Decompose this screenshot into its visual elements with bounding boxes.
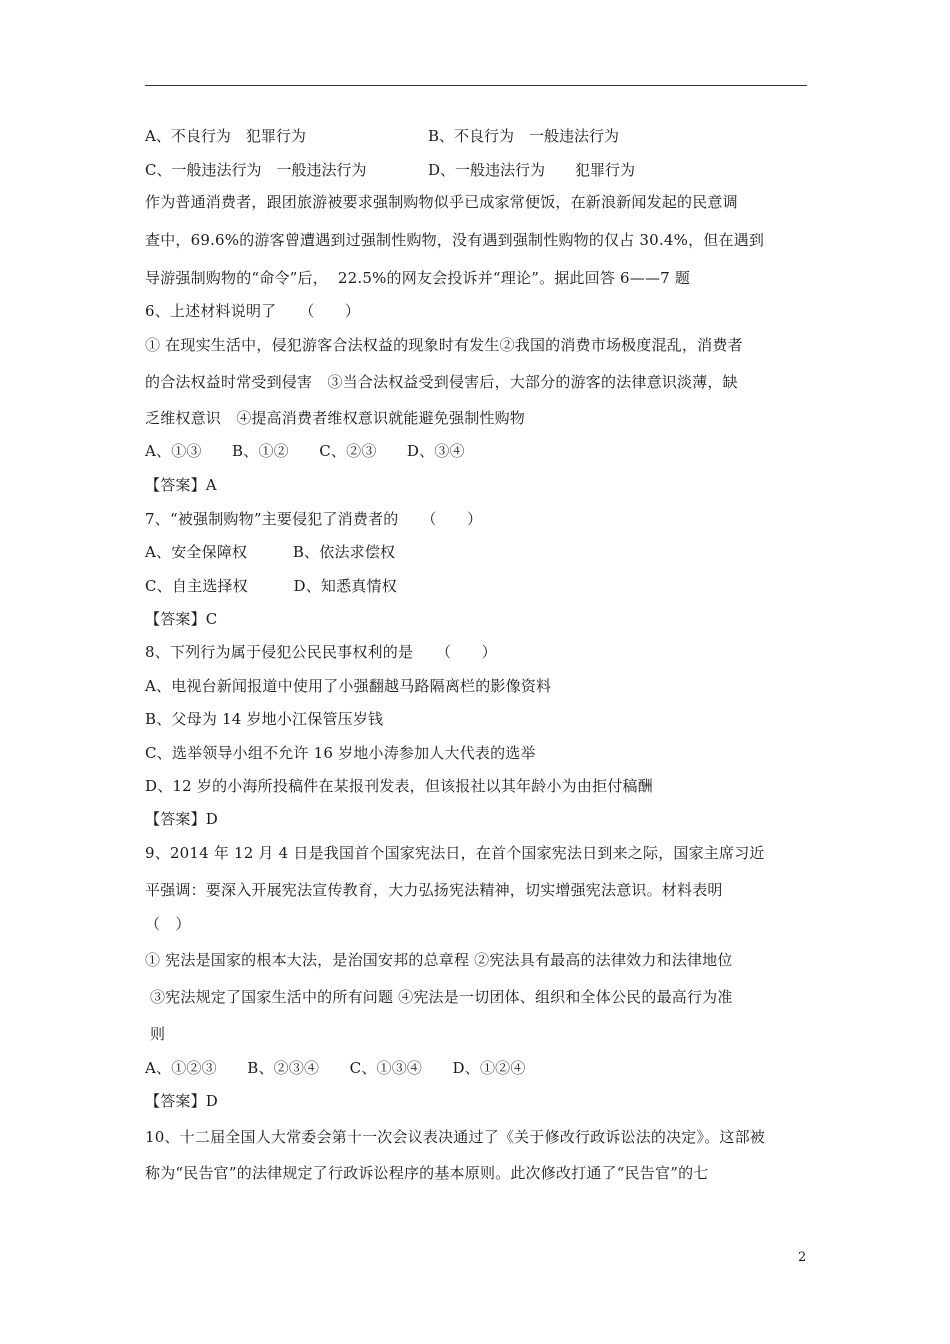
q6-statement-line: 乏维权意识 ④提高消费者维权意识就能避免强制性购物 bbox=[145, 409, 526, 427]
q9-options: A、①②③ B、②③④ C、①③④ D、①②④ bbox=[145, 1059, 526, 1077]
q9-answer: 【答案】D bbox=[145, 1092, 219, 1110]
q9-statement-line: ① 宪法是国家的根本大法，是治国安邦的总章程 ②宪法具有最高的法律效力和法律地位 bbox=[145, 951, 733, 969]
q5-option: A、不良行为 犯罪行为 bbox=[145, 127, 306, 145]
q6-answer: 【答案】A bbox=[145, 476, 217, 494]
q5-option: B、不良行为 一般违法行为 bbox=[428, 127, 620, 145]
q5-option: D、一般违法行为 犯罪行为 bbox=[428, 161, 636, 179]
q6-statement-line: ① 在现实生活中，侵犯游客合法权益的现象时有发生②我国的消费市场极度混乱，消费者 bbox=[145, 336, 743, 354]
material-line: 导游强制购物的“命令”后， 22.5%的网友会投诉并“理论”。据此回答 6——7 题 bbox=[145, 269, 691, 287]
q9-statement-line: 则 bbox=[145, 1025, 166, 1043]
page-number: 2 bbox=[798, 1250, 807, 1265]
q9-statement-line: ③宪法规定了国家生活中的所有问题 ④宪法是一切团体、组织和全体公民的最高行为准 bbox=[145, 988, 733, 1006]
q10-stem-line: 称为“民告官”的法律规定了行政诉讼程序的基本原则。此次修改打通了“民告官”的七 bbox=[145, 1164, 709, 1182]
material-line: 查中，69.6%的游客曾遭遇到过强制性购物，没有遇到强制性购物的仅占 30.4%，但在遇到 bbox=[145, 231, 765, 249]
material-line: 作为普通消费者，跟团旅游被要求强制购物似乎已成家常便饭，在新浪新闻发起的民意调 bbox=[145, 193, 738, 211]
q8-option: D、12 岁的小海所投稿件在某报刊发表，但该报社以其年龄小为由拒付稿酬 bbox=[145, 777, 653, 795]
q9-stem-line: 9、2014 年 12 月 4 日是我国首个国家宪法日，在首个国家宪法日到来之际，国家主席习近 bbox=[145, 844, 765, 862]
q7-options-row1: A、安全保障权 B、依法求偿权 bbox=[145, 543, 396, 561]
q7-options-row2: C、自主选择权 D、知悉真情权 bbox=[145, 577, 397, 595]
q8-option: C、选举领导小组不允许 16 岁地小涛参加人大代表的选举 bbox=[145, 744, 536, 762]
q10-stem-line: 10、十二届全国人大常委会第十一次会议表决通过了《关于修改行政诉讼法的决定》。这部被 bbox=[145, 1128, 765, 1146]
q6-statement-line: 的合法权益时常受到侵害 ③当合法权益受到侵害后，大部分的游客的法律意识淡薄，缺 bbox=[145, 373, 738, 391]
q5-option: C、一般违法行为 一般违法行为 bbox=[145, 161, 367, 179]
q7-stem: 7、“被强制购物”主要侵犯了消费者的 （ ） bbox=[145, 510, 483, 528]
q8-answer: 【答案】D bbox=[145, 810, 219, 828]
q9-stem-line: （ ） bbox=[145, 915, 191, 933]
q6-stem: 6、上述材料说明了 （ ） bbox=[145, 302, 361, 320]
q9-stem-line: 平强调：要深入开展宪法宣传教育，大力弘扬宪法精神，切实增强宪法意识。材料表明 bbox=[145, 881, 723, 899]
header-rule bbox=[145, 85, 807, 86]
q8-stem: 8、下列行为属于侵犯公民民事权利的是 （ ） bbox=[145, 643, 497, 661]
q6-options: A、①③ B、①② C、②③ D、③④ bbox=[145, 442, 465, 460]
q8-option: A、电视台新闻报道中使用了小强翻越马路隔离栏的影像资料 bbox=[145, 677, 552, 695]
q8-option: B、父母为 14 岁地小江保管压岁钱 bbox=[145, 710, 384, 728]
q7-answer: 【答案】C bbox=[145, 610, 218, 628]
